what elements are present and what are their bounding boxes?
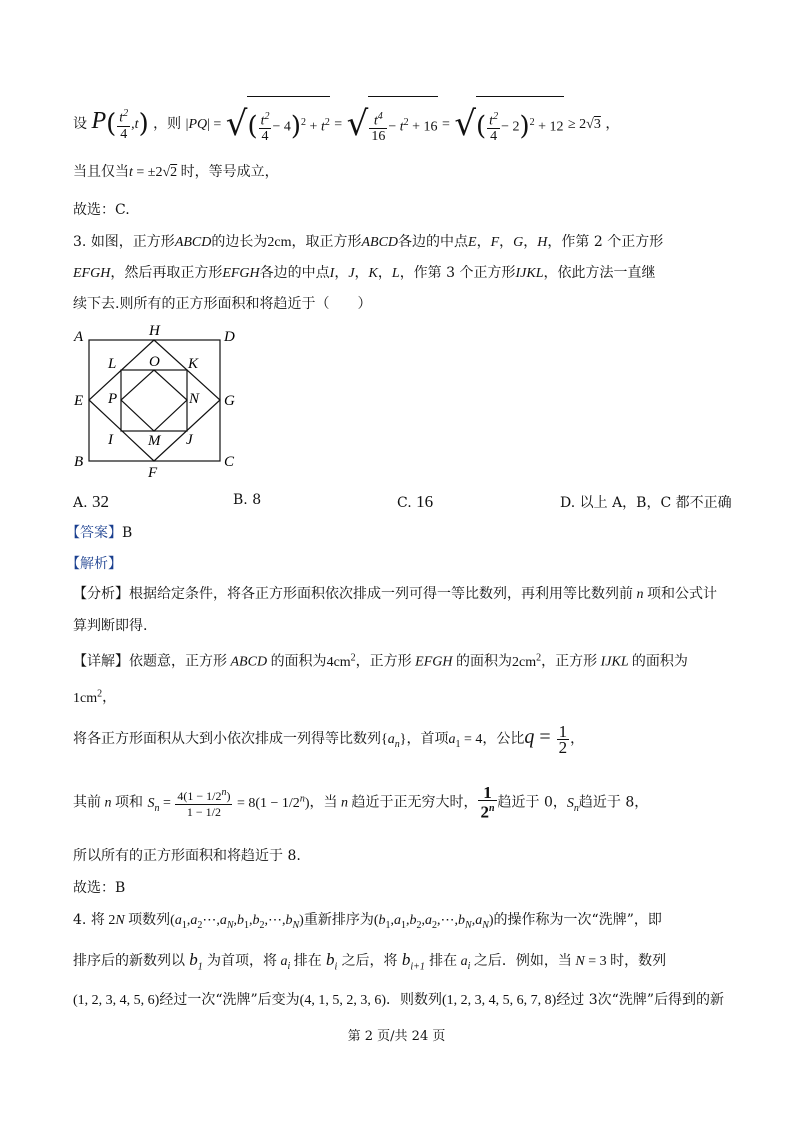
label-G: G [224, 393, 235, 409]
text: 排序后的新数列以 [73, 953, 185, 969]
math-points: G [513, 235, 524, 250]
math-P: P [91, 107, 107, 134]
text: ，作第 3 个正方形 [399, 265, 516, 281]
math-t-eq: t [129, 165, 133, 180]
label-K: K [188, 356, 199, 372]
q4-line3 [73, 990, 724, 1011]
text: 趋近于 8， [578, 794, 649, 811]
sequence-line [73, 717, 584, 757]
math-sn: $S_n$ [566, 795, 579, 814]
sum-line [73, 770, 648, 828]
nested-squares-figure [72, 322, 242, 482]
q3-line2: EFGH，然后再取正方形EFGH各边的中点I，J，K，L，作第 3 个正方形IJKL，依此方法一直继 [73, 265, 656, 281]
math-area: $2cm^2$ [512, 652, 542, 670]
label-M: M [148, 433, 161, 449]
page-footer: 第 2 页/共 24 页 [347, 1029, 446, 1044]
text: 将各正方形面积从大到小依次排成一列得等比数列 [73, 731, 381, 747]
math-n: n [101, 795, 115, 811]
label-P: P [108, 391, 118, 407]
label-H: H [149, 323, 160, 339]
math-seq-ex1: (1, 2, 3, 4, 5, 6) [73, 993, 160, 1008]
text: 项和 [115, 794, 143, 811]
text: ， [102, 689, 117, 706]
math-points: E [468, 235, 477, 250]
label-D: D [224, 329, 235, 345]
text: 根据给定条件，将各正方形面积依次排成一列可得一等比数列，再利用等比数列前 [129, 586, 633, 602]
math-ai: $a_i$ [457, 954, 471, 972]
text: ，依此方法一直继 [543, 265, 656, 281]
xiangjie-line2 [73, 684, 116, 709]
text: 排在 [429, 953, 458, 969]
text: ，正方形 [355, 653, 412, 670]
math-points: F [490, 235, 500, 250]
math-seq-ex2: (4, 1, 5, 2, 3, 6) [299, 993, 386, 1008]
label-O: O [149, 354, 160, 370]
sqrt-sign: √ [346, 103, 369, 144]
fenxi-line2: 算判断即得. [73, 618, 148, 634]
math-points: K [368, 266, 378, 281]
text: 如图，正方形 [90, 234, 175, 250]
math-sn: $S_n$ [147, 795, 160, 814]
text: 经过 3次“洗牌”后得到的新 [556, 992, 724, 1008]
math-points: J [348, 266, 355, 281]
math-efgh: EFGH [73, 266, 111, 281]
answer-line [66, 523, 132, 543]
xiangjie-tag: 【详解】 [73, 653, 129, 670]
math-seq2: $(b_1,a_1,b_2,a_2,\cdots,b_N,a_N)$ [373, 913, 494, 931]
text: ．则数列 [385, 992, 442, 1008]
text: ，首项 [406, 731, 449, 747]
text: ，作第 2 个正方形 [547, 234, 664, 250]
math-efgh: EFGH [411, 654, 456, 670]
analysis-tag: 【解析】 [66, 556, 122, 572]
math-geq: ≥ 2√3 [567, 116, 601, 132]
math-eq: = [534, 726, 556, 748]
text: 当且仅当 [73, 164, 129, 180]
text: ，当 [309, 794, 338, 811]
sqrt-body-3: ( $\frac{t^2}{4}$ − 2)$^2$ + 12 [476, 96, 564, 152]
question-number: 3. [73, 234, 87, 250]
math-seq1: $(a_1,a_2\cdots,a_N,b_1,b_2,\cdots,b_N)$ [170, 913, 304, 931]
math-eq: = [334, 116, 343, 132]
text: 之后，将 [341, 953, 398, 969]
math-abcd: ABCD [361, 235, 399, 250]
math-2cm: 2cm [267, 235, 292, 250]
math-n: n [337, 795, 352, 811]
frac-half: $\frac{1}{2}$ [558, 721, 568, 757]
text: 依题意，正方形 [129, 653, 227, 670]
text: 的面积为 [631, 653, 688, 670]
math-n3: N = 3 [575, 954, 611, 969]
answer-value: B [122, 525, 133, 541]
math-ijkl: IJKL [515, 266, 544, 281]
text: 时，等号成立， [180, 164, 279, 180]
text-ze: ，则 [153, 115, 182, 132]
option-b[interactable]: B. 8 [233, 492, 262, 508]
text: 的边长为 [211, 234, 268, 250]
math-area: $1cm^2$ [73, 688, 103, 706]
text: 项和公式计 [647, 586, 717, 602]
math-points: H [537, 235, 548, 250]
text: 的面积为 [270, 653, 327, 670]
text-she: 设 [73, 115, 87, 132]
text: 各边的中点 [398, 234, 469, 250]
paren: ) [138, 108, 149, 139]
math-comma: , [131, 116, 135, 132]
label-E: E [74, 393, 84, 409]
option-value: 16 [416, 492, 434, 511]
text-comma: ， [605, 115, 620, 132]
text: 排在 [293, 953, 322, 969]
paren: ( [106, 108, 117, 139]
label-A: A [74, 329, 84, 345]
text: ，正方形 [541, 653, 598, 670]
fenxi-tag: 【分析】 [73, 586, 129, 602]
math-seq-ex3: (1, 2, 3, 4, 5, 6, 7, 8) [441, 993, 557, 1008]
xiangjie-line1 [73, 648, 688, 673]
math-efgh: EFGH [222, 266, 260, 281]
math-abs-pq: |PQ| = [185, 116, 222, 132]
q3-line3: 续下去.则所有的正方形面积和将趋近于（ ） [73, 296, 372, 312]
square-mnop [121, 370, 187, 431]
conclusion-line: 所以所有的正方形面积和将趋近于 8. [73, 848, 301, 864]
math-ai: $a_i$ [277, 954, 291, 972]
label-I: I [108, 432, 113, 448]
text: 将 [90, 912, 105, 928]
question-number: 4. [73, 912, 87, 928]
option-c[interactable] [397, 492, 433, 512]
sqrt-sign: √ [454, 103, 477, 144]
math-eq: = [441, 116, 450, 132]
text: ，然后再取正方形 [110, 265, 223, 281]
equality-condition [73, 162, 279, 183]
text: ， [570, 731, 585, 747]
q4-line2 [73, 950, 666, 977]
math-area: $4cm^2$ [326, 652, 356, 670]
q3-line1: 3. 如图，正方形ABCD的边长为2cm，取正方形ABCD各边的中点E，F，G，H，作第 2 个正方形 [73, 234, 664, 250]
analysis-line [66, 554, 122, 574]
frac-sum: $\frac{4(1 - 1/2^n)}{1 - 1/2}$ [177, 787, 231, 820]
sqrt-body-1: ( $\frac{t^2}{4}$ − $4)^2 + t^2$ [247, 96, 329, 152]
math-eq: = [159, 795, 175, 811]
math-t: t [134, 116, 139, 132]
label-J: J [186, 432, 193, 448]
text: 的面积为 [456, 653, 512, 670]
text: 为首项，将 [207, 953, 277, 969]
math-b1: $b_1$ [185, 950, 203, 973]
sqrt-sign: √ [225, 103, 248, 144]
math-an: $\{a_n\}$ [381, 732, 407, 750]
text: 的操作称为一次“洗牌”，即 [493, 912, 662, 928]
text: 趋近于 0， [497, 794, 567, 811]
text: 时，数列 [610, 953, 667, 969]
fenxi-line1 [73, 584, 717, 605]
label-N: N [189, 391, 200, 407]
option-label: C. [397, 495, 412, 511]
math-ijkl: IJKL [597, 654, 632, 670]
square-ijkl [121, 370, 187, 431]
text: 各边的中点 [259, 265, 330, 281]
math-bi1: $b_{i+1}$ [397, 950, 425, 973]
formula-line-pq [73, 96, 619, 144]
text: ，取正方形 [291, 234, 362, 250]
math-val: = ±2√2 [132, 165, 178, 180]
option-a[interactable] [73, 492, 109, 512]
text: 之后．例如，当 [473, 953, 572, 969]
math-2n: 2N [104, 913, 125, 928]
text: ，公比 [482, 731, 525, 747]
text: 项数列 [128, 912, 171, 928]
frac-1-2n: $\frac{1}{2^n}$ [480, 783, 495, 822]
math-points: L [391, 266, 400, 281]
text: 其前 [73, 794, 101, 811]
choice-b: 故选：B [73, 880, 126, 896]
option-d[interactable]: D. 以上 A，B，C 都不正确 [560, 495, 732, 511]
q4-line1 [73, 910, 662, 936]
label-C: C [224, 454, 235, 470]
math-a1: $a_1 = 4$ [448, 732, 483, 750]
text: 经过一次“洗牌”后变为 [159, 992, 300, 1008]
label-B: B [74, 454, 84, 470]
frac-t2-4: $\frac{t^2}{4}$ [119, 108, 129, 142]
sqrt-body-2: $\frac{t^4}{16}$ − $t^2 + 16$ [368, 96, 437, 152]
label-F: F [148, 465, 158, 481]
math-points: I [329, 266, 335, 281]
math-n: n [633, 587, 647, 602]
text: 趋近于正无穷大时， [351, 794, 478, 811]
choice-c: 故选：C. [73, 202, 130, 218]
text: 重新排序为 [303, 912, 374, 928]
answer-tag: 【答案】 [66, 525, 122, 541]
option-value: 32 [92, 492, 110, 511]
option-label: A. [73, 495, 88, 511]
math-q: q [524, 726, 535, 748]
math-bi: $b_i$ [321, 950, 338, 973]
label-L: L [108, 356, 117, 372]
math-abcd: ABCD [174, 235, 212, 250]
math-result: = $8(1 - 1/2^n)$ [233, 793, 310, 811]
math-abcd: ABCD [227, 654, 271, 670]
